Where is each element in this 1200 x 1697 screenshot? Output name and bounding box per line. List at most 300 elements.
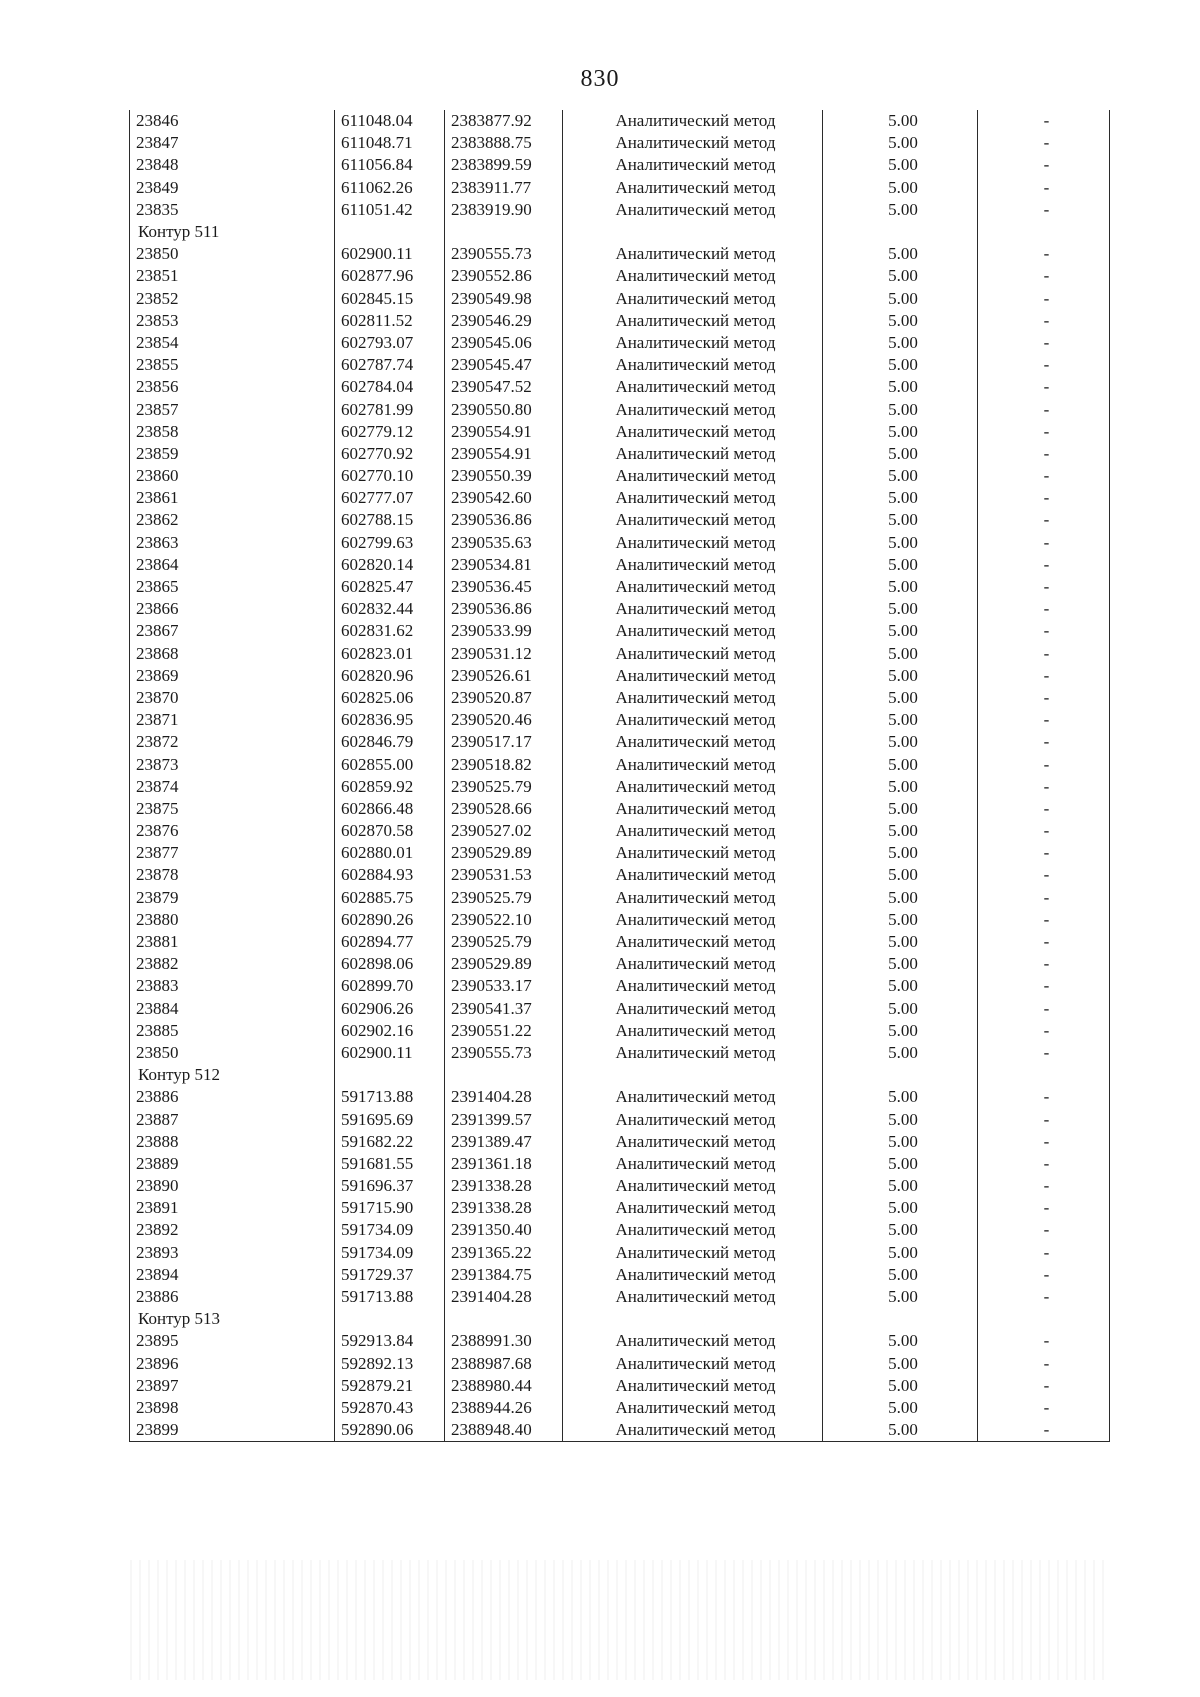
point-number-cell: 23848 [130,154,335,176]
point-number-cell: 23893 [130,1242,335,1264]
accuracy-cell: 5.00 [823,1419,978,1442]
y-coordinate-cell: 2390529.89 [445,953,563,975]
point-number-cell: 23881 [130,931,335,953]
x-coordinate-cell: 602866.48 [335,798,445,820]
y-coordinate-cell: 2390522.10 [445,909,563,931]
note-cell: - [978,887,1110,909]
accuracy-cell: 5.00 [823,820,978,842]
table-row [130,665,1110,687]
y-coordinate-cell: 2390547.52 [445,376,563,398]
x-coordinate-cell: 602793.07 [335,332,445,354]
method-cell: Аналитический метод [563,953,823,975]
accuracy-cell: 5.00 [823,1397,978,1419]
x-coordinate-cell: 602787.74 [335,354,445,376]
y-coordinate-cell: 2390554.91 [445,443,563,465]
method-cell: Аналитический метод [563,288,823,310]
accuracy-cell: 5.00 [823,864,978,886]
y-coordinate-cell: 2390527.02 [445,820,563,842]
x-coordinate-cell: 602777.07 [335,487,445,509]
point-number-cell: 23897 [130,1375,335,1397]
table-row [130,1175,1110,1197]
accuracy-cell: 5.00 [823,998,978,1020]
accuracy-cell: 5.00 [823,265,978,287]
method-cell: Аналитический метод [563,243,823,265]
method-cell: Аналитический метод [563,643,823,665]
method-cell: Аналитический метод [563,620,823,642]
point-number-cell: 23885 [130,1020,335,1042]
accuracy-cell: 5.00 [823,509,978,531]
point-number-cell: 23890 [130,1175,335,1197]
x-coordinate-cell: 602900.11 [335,1042,445,1064]
note-cell: - [978,798,1110,820]
accuracy-cell: 5.00 [823,1375,978,1397]
y-coordinate-cell: 2390531.12 [445,643,563,665]
note-cell: - [978,953,1110,975]
y-coordinate-cell: 2390545.47 [445,354,563,376]
point-number-cell: 23886 [130,1286,335,1308]
table-row [130,598,1110,620]
note-cell: - [978,687,1110,709]
method-cell: Аналитический метод [563,576,823,598]
method-cell: Аналитический метод [563,1153,823,1175]
x-coordinate-cell: 602781.99 [335,398,445,420]
y-coordinate-cell: 2390528.66 [445,798,563,820]
note-cell: - [978,1397,1110,1419]
y-coordinate-cell: 2390545.06 [445,332,563,354]
point-number-cell: 23868 [130,643,335,665]
table-row [130,953,1110,975]
empty-cell [563,1064,823,1086]
table-row [130,643,1110,665]
table-row [130,132,1110,154]
y-coordinate-cell: 2390535.63 [445,532,563,554]
table-row [130,975,1110,997]
accuracy-cell: 5.00 [823,288,978,310]
method-cell: Аналитический метод [563,598,823,620]
x-coordinate-cell: 592870.43 [335,1397,445,1419]
x-coordinate-cell: 591734.09 [335,1219,445,1241]
accuracy-cell: 5.00 [823,620,978,642]
note-cell: - [978,154,1110,176]
empty-cell [335,1308,445,1330]
method-cell: Аналитический метод [563,820,823,842]
method-cell: Аналитический метод [563,132,823,154]
method-cell: Аналитический метод [563,1330,823,1352]
note-cell: - [978,1286,1110,1308]
table-row [130,1419,1110,1442]
x-coordinate-cell: 591729.37 [335,1264,445,1286]
note-cell: - [978,243,1110,265]
x-coordinate-cell: 602900.11 [335,243,445,265]
point-number-cell: 23835 [130,199,335,221]
scan-noise [130,1560,1110,1680]
accuracy-cell: 5.00 [823,332,978,354]
note-cell: - [978,554,1110,576]
table-row [130,1086,1110,1108]
method-cell: Аналитический метод [563,1020,823,1042]
y-coordinate-cell: 2390552.86 [445,265,563,287]
point-number-cell: 23862 [130,509,335,531]
x-coordinate-cell: 602880.01 [335,842,445,864]
point-number-cell: 23879 [130,887,335,909]
x-coordinate-cell: 602885.75 [335,887,445,909]
y-coordinate-cell: 2390536.45 [445,576,563,598]
table-row [130,1153,1110,1175]
y-coordinate-cell: 2391361.18 [445,1153,563,1175]
accuracy-cell: 5.00 [823,1020,978,1042]
method-cell: Аналитический метод [563,177,823,199]
x-coordinate-cell: 602770.92 [335,443,445,465]
y-coordinate-cell: 2390550.80 [445,398,563,420]
contour-label: Контур 511 [130,221,335,243]
table-row [130,1397,1110,1419]
table-row [130,576,1110,598]
note-cell: - [978,1264,1110,1286]
x-coordinate-cell: 602855.00 [335,753,445,775]
table-row [130,820,1110,842]
x-coordinate-cell: 602884.93 [335,864,445,886]
accuracy-cell: 5.00 [823,1153,978,1175]
empty-cell [335,221,445,243]
accuracy-cell: 5.00 [823,310,978,332]
method-cell: Аналитический метод [563,1264,823,1286]
point-number-cell: 23856 [130,376,335,398]
x-coordinate-cell: 602894.77 [335,931,445,953]
y-coordinate-cell: 2391365.22 [445,1242,563,1264]
y-coordinate-cell: 2390550.39 [445,465,563,487]
method-cell: Аналитический метод [563,1197,823,1219]
note-cell: - [978,842,1110,864]
point-number-cell: 23867 [130,620,335,642]
empty-cell [563,1308,823,1330]
x-coordinate-cell: 602836.95 [335,709,445,731]
table-row [130,487,1110,509]
method-cell: Аналитический метод [563,310,823,332]
note-cell: - [978,1242,1110,1264]
note-cell: - [978,620,1110,642]
method-cell: Аналитический метод [563,110,823,132]
note-cell: - [978,975,1110,997]
method-cell: Аналитический метод [563,731,823,753]
method-cell: Аналитический метод [563,421,823,443]
point-number-cell: 23892 [130,1219,335,1241]
accuracy-cell: 5.00 [823,199,978,221]
y-coordinate-cell: 2390533.99 [445,620,563,642]
empty-cell [823,221,978,243]
y-coordinate-cell: 2391389.47 [445,1131,563,1153]
note-cell: - [978,576,1110,598]
x-coordinate-cell: 602825.06 [335,687,445,709]
table-row [130,265,1110,287]
method-cell: Аналитический метод [563,1419,823,1442]
point-number-cell: 23854 [130,332,335,354]
accuracy-cell: 5.00 [823,665,978,687]
accuracy-cell: 5.00 [823,1086,978,1108]
y-coordinate-cell: 2390517.17 [445,731,563,753]
x-coordinate-cell: 611051.42 [335,199,445,221]
table-row [130,288,1110,310]
y-coordinate-cell: 2388948.40 [445,1419,563,1442]
table-row [130,532,1110,554]
table-row [130,398,1110,420]
point-number-cell: 23888 [130,1131,335,1153]
accuracy-cell: 5.00 [823,554,978,576]
y-coordinate-cell: 2390541.37 [445,998,563,1020]
note-cell: - [978,288,1110,310]
method-cell: Аналитический метод [563,909,823,931]
table-row [130,1219,1110,1241]
y-coordinate-cell: 2390529.89 [445,842,563,864]
point-number-cell: 23852 [130,288,335,310]
note-cell: - [978,776,1110,798]
y-coordinate-cell: 2390546.29 [445,310,563,332]
method-cell: Аналитический метод [563,687,823,709]
method-cell: Аналитический метод [563,1086,823,1108]
y-coordinate-cell: 2383919.90 [445,199,563,221]
note-cell: - [978,110,1110,132]
method-cell: Аналитический метод [563,1397,823,1419]
accuracy-cell: 5.00 [823,421,978,443]
note-cell: - [978,1375,1110,1397]
point-number-cell: 23864 [130,554,335,576]
x-coordinate-cell: 602784.04 [335,376,445,398]
method-cell: Аналитический метод [563,665,823,687]
table-row [130,1020,1110,1042]
method-cell: Аналитический метод [563,798,823,820]
accuracy-cell: 5.00 [823,909,978,931]
accuracy-cell: 5.00 [823,177,978,199]
accuracy-cell: 5.00 [823,1264,978,1286]
table-row [130,243,1110,265]
y-coordinate-cell: 2383888.75 [445,132,563,154]
y-coordinate-cell: 2390554.91 [445,421,563,443]
x-coordinate-cell: 591681.55 [335,1153,445,1175]
note-cell: - [978,1086,1110,1108]
point-number-cell: 23853 [130,310,335,332]
y-coordinate-cell: 2390536.86 [445,509,563,531]
contour-header-row [130,221,1110,243]
accuracy-cell: 5.00 [823,465,978,487]
y-coordinate-cell: 2391384.75 [445,1264,563,1286]
point-number-cell: 23849 [130,177,335,199]
table-row [130,753,1110,775]
x-coordinate-cell: 602906.26 [335,998,445,1020]
point-number-cell: 23874 [130,776,335,798]
note-cell: - [978,1131,1110,1153]
y-coordinate-cell: 2391404.28 [445,1286,563,1308]
note-cell: - [978,487,1110,509]
point-number-cell: 23858 [130,421,335,443]
method-cell: Аналитический метод [563,1219,823,1241]
point-number-cell: 23875 [130,798,335,820]
method-cell: Аналитический метод [563,332,823,354]
contour-header-row [130,1064,1110,1086]
accuracy-cell: 5.00 [823,1353,978,1375]
y-coordinate-cell: 2390536.86 [445,598,563,620]
y-coordinate-cell: 2390520.87 [445,687,563,709]
accuracy-cell: 5.00 [823,931,978,953]
y-coordinate-cell: 2390542.60 [445,487,563,509]
y-coordinate-cell: 2383899.59 [445,154,563,176]
method-cell: Аналитический метод [563,1375,823,1397]
accuracy-cell: 5.00 [823,354,978,376]
note-cell: - [978,376,1110,398]
method-cell: Аналитический метод [563,199,823,221]
accuracy-cell: 5.00 [823,1286,978,1308]
x-coordinate-cell: 602877.96 [335,265,445,287]
point-number-cell: 23871 [130,709,335,731]
point-number-cell: 23883 [130,975,335,997]
table-row [130,199,1110,221]
note-cell: - [978,665,1110,687]
table-row [130,776,1110,798]
x-coordinate-cell: 602899.70 [335,975,445,997]
x-coordinate-cell: 591715.90 [335,1197,445,1219]
point-number-cell: 23869 [130,665,335,687]
y-coordinate-cell: 2388944.26 [445,1397,563,1419]
accuracy-cell: 5.00 [823,398,978,420]
point-number-cell: 23899 [130,1419,335,1442]
note-cell: - [978,864,1110,886]
accuracy-cell: 5.00 [823,776,978,798]
table-row [130,1197,1110,1219]
y-coordinate-cell: 2390534.81 [445,554,563,576]
table-row [130,798,1110,820]
note-cell: - [978,177,1110,199]
accuracy-cell: 5.00 [823,1330,978,1352]
note-cell: - [978,1042,1110,1064]
method-cell: Аналитический метод [563,864,823,886]
note-cell: - [978,199,1110,221]
table-row [130,443,1110,465]
x-coordinate-cell: 602832.44 [335,598,445,620]
accuracy-cell: 5.00 [823,1131,978,1153]
point-number-cell: 23847 [130,132,335,154]
x-coordinate-cell: 602811.52 [335,310,445,332]
x-coordinate-cell: 592892.13 [335,1353,445,1375]
note-cell: - [978,465,1110,487]
note-cell: - [978,1353,1110,1375]
y-coordinate-cell: 2390531.53 [445,864,563,886]
y-coordinate-cell: 2390551.22 [445,1020,563,1042]
page-number: 830 [580,66,620,92]
note-cell: - [978,532,1110,554]
table-row [130,154,1110,176]
x-coordinate-cell: 602820.14 [335,554,445,576]
method-cell: Аналитический метод [563,1042,823,1064]
note-cell: - [978,443,1110,465]
note-cell: - [978,421,1110,443]
y-coordinate-cell: 2390533.17 [445,975,563,997]
x-coordinate-cell: 611048.71 [335,132,445,154]
y-coordinate-cell: 2391350.40 [445,1219,563,1241]
point-number-cell: 23884 [130,998,335,1020]
x-coordinate-cell: 592879.21 [335,1375,445,1397]
note-cell: - [978,643,1110,665]
accuracy-cell: 5.00 [823,376,978,398]
note-cell: - [978,509,1110,531]
x-coordinate-cell: 591734.09 [335,1242,445,1264]
table-row [130,177,1110,199]
table-row [130,709,1110,731]
y-coordinate-cell: 2388980.44 [445,1375,563,1397]
method-cell: Аналитический метод [563,1175,823,1197]
point-number-cell: 23857 [130,398,335,420]
method-cell: Аналитический метод [563,709,823,731]
x-coordinate-cell: 602799.63 [335,532,445,554]
x-coordinate-cell: 591713.88 [335,1086,445,1108]
accuracy-cell: 5.00 [823,1197,978,1219]
point-number-cell: 23882 [130,953,335,975]
method-cell: Аналитический метод [563,376,823,398]
x-coordinate-cell: 611062.26 [335,177,445,199]
point-number-cell: 23878 [130,864,335,886]
table-row [130,931,1110,953]
table-row [130,998,1110,1020]
x-coordinate-cell: 611056.84 [335,154,445,176]
method-cell: Аналитический метод [563,354,823,376]
y-coordinate-cell: 2390518.82 [445,753,563,775]
empty-cell [978,221,1110,243]
point-number-cell: 23859 [130,443,335,465]
x-coordinate-cell: 592890.06 [335,1419,445,1442]
point-number-cell: 23851 [130,265,335,287]
coordinates-table [129,110,1110,1442]
table-row [130,465,1110,487]
note-cell: - [978,1153,1110,1175]
point-number-cell: 23865 [130,576,335,598]
accuracy-cell: 5.00 [823,1219,978,1241]
x-coordinate-cell: 592913.84 [335,1330,445,1352]
method-cell: Аналитический метод [563,1353,823,1375]
table-row [130,1330,1110,1352]
table-row [130,620,1110,642]
accuracy-cell: 5.00 [823,798,978,820]
y-coordinate-cell: 2390520.46 [445,709,563,731]
method-cell: Аналитический метод [563,509,823,531]
empty-cell [978,1064,1110,1086]
accuracy-cell: 5.00 [823,753,978,775]
method-cell: Аналитический метод [563,465,823,487]
method-cell: Аналитический метод [563,154,823,176]
table-row [130,332,1110,354]
method-cell: Аналитический метод [563,776,823,798]
accuracy-cell: 5.00 [823,1242,978,1264]
point-number-cell: 23855 [130,354,335,376]
method-cell: Аналитический метод [563,487,823,509]
y-coordinate-cell: 2391338.28 [445,1197,563,1219]
x-coordinate-cell: 602890.26 [335,909,445,931]
y-coordinate-cell: 2390525.79 [445,931,563,953]
y-coordinate-cell: 2391399.57 [445,1108,563,1130]
x-coordinate-cell: 602870.58 [335,820,445,842]
method-cell: Аналитический метод [563,753,823,775]
x-coordinate-cell: 591695.69 [335,1108,445,1130]
table-row [130,1353,1110,1375]
note-cell: - [978,1020,1110,1042]
note-cell: - [978,820,1110,842]
empty-cell [563,221,823,243]
table-row [130,110,1110,132]
method-cell: Аналитический метод [563,1108,823,1130]
x-coordinate-cell: 602823.01 [335,643,445,665]
y-coordinate-cell: 2390555.73 [445,1042,563,1064]
accuracy-cell: 5.00 [823,887,978,909]
x-coordinate-cell: 591696.37 [335,1175,445,1197]
table-row [130,1264,1110,1286]
note-cell: - [978,598,1110,620]
y-coordinate-cell: 2390555.73 [445,243,563,265]
